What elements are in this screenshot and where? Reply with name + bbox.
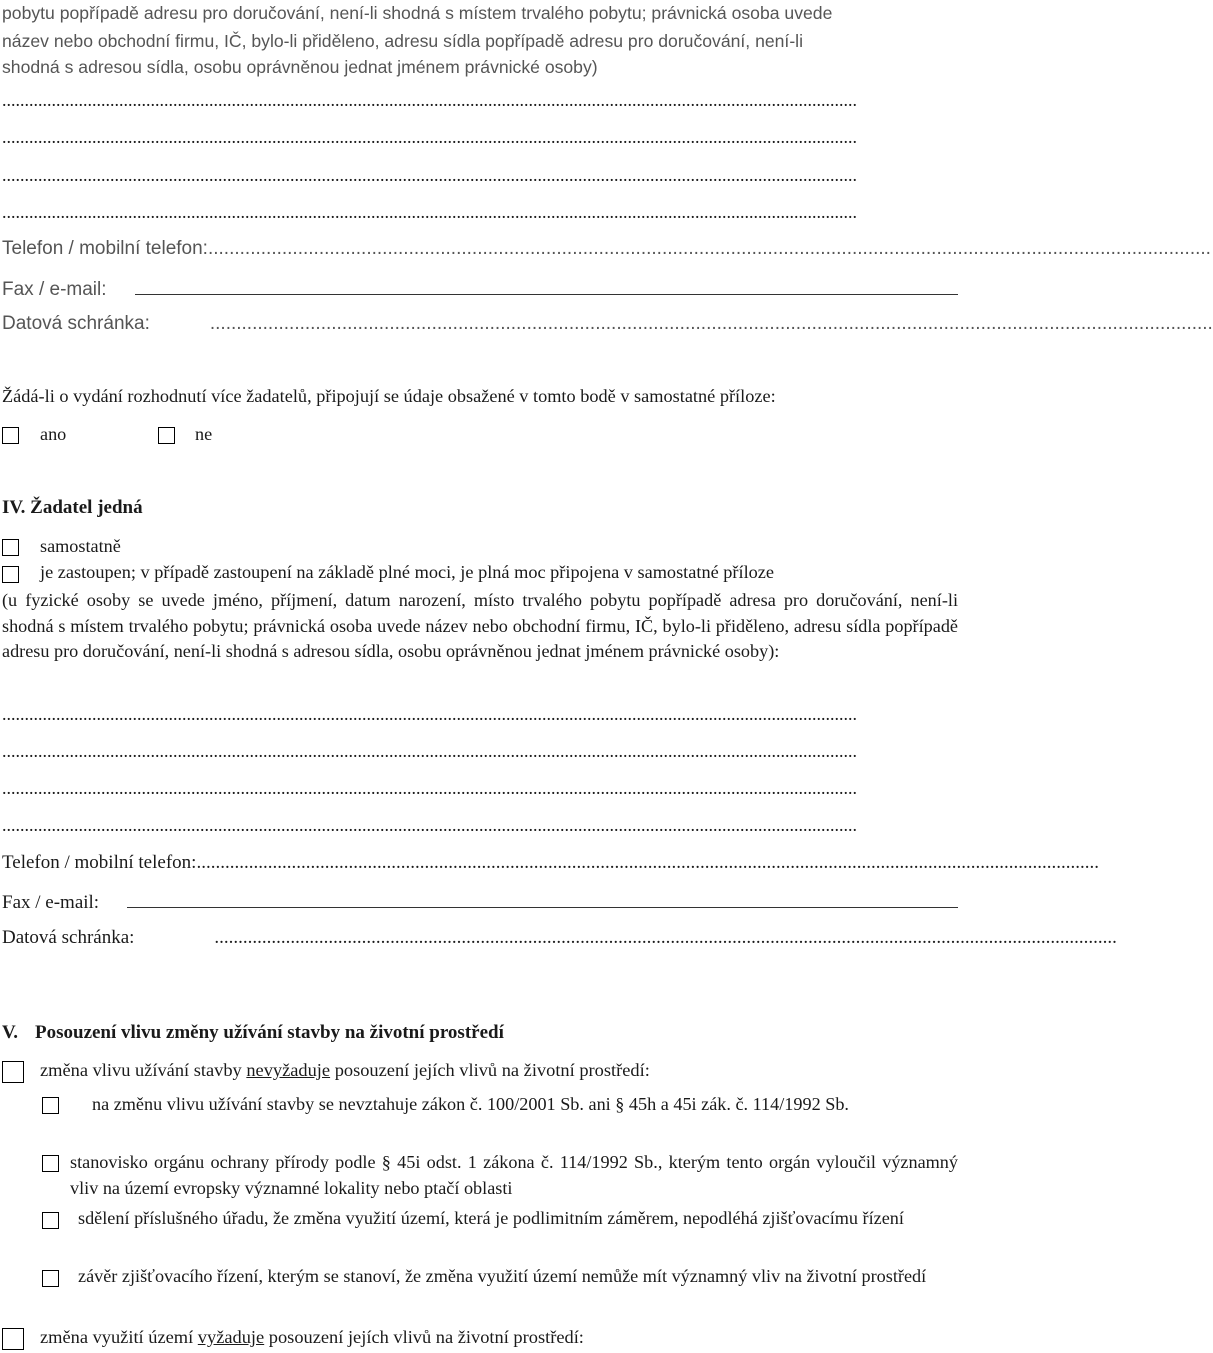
databox-label: Datová schránka: — [2, 313, 150, 334]
checkbox-ano[interactable] — [2, 427, 19, 444]
option-nevyzaduje — [40, 1060, 650, 1081]
fax-email-label-2: Fax / e-mail: — [2, 892, 100, 913]
dotted-line[interactable]: .............................................................................................................................................................................................. — [2, 202, 857, 222]
phone-field-2[interactable] — [2, 852, 1099, 876]
phone-label: Telefon / mobilní telefon: — [2, 238, 208, 259]
dotted-line[interactable]: .............................................................................................................................................................................................. — [2, 778, 857, 798]
checkbox-sub-1[interactable] — [42, 1097, 59, 1114]
sub-option-1-text: na změnu vlivu užívání stavby se nevztahuje zákon č. 100/2001 Sb. ani § 45h a 45i zák. č. 114/1992 Sb. — [92, 1094, 849, 1114]
dotted-line[interactable]: .............................................................................................................................................................................................. — [2, 704, 857, 724]
top-paragraph-line-3: shodná s adresou sídla, osobu oprávněnou jednat jménem právnické osoby) — [2, 57, 598, 77]
databox-fill-2[interactable]: .............................................................................................................................................................................................. — [214, 927, 1117, 948]
dotted-line[interactable]: .............................................................................................................................................................................................. — [2, 741, 857, 761]
phone-label-2: Telefon / mobilní telefon: — [2, 852, 197, 873]
checkbox-sub-4[interactable] — [42, 1270, 59, 1287]
dotted-line[interactable]: .............................................................................................................................................................................................. — [2, 815, 857, 835]
databox-field-2[interactable] — [2, 927, 1117, 951]
option-vyzaduje — [40, 1327, 584, 1348]
zastoupen-details: (u fyzické osoby se uvede jméno, příjmení, datum narození, místo trvalého pobytu popřípadě adresa pro doručování, není-li shodná s místem trvalého pobytu; právnická osoba uvede název nebo obchodní firmu, IČ, bylo-li přiděleno, adresu sídla popřípadě adresu pro doručování, není-li shodná s adresou sídla, osobu oprávněnou jednat jménem právnické osoby): — [2, 590, 958, 661]
sub-option-4-text: závěr zjišťovacího řízení, kterým se stanoví, že změna využití území nemůže mít významný vliv na životní prostředí — [78, 1266, 927, 1286]
sub-option-3-text: sdělení příslušného úřadu, že změna využití území, která je podlimitním záměrem, nepodléhá zjišťovacímu řízení — [78, 1208, 904, 1228]
dotted-line[interactable]: .............................................................................................................................................................................................. — [2, 127, 857, 147]
checkbox-samostatne[interactable] — [2, 539, 19, 556]
phone-field[interactable] — [2, 238, 1211, 262]
checkbox-ne[interactable] — [158, 427, 175, 444]
fax-email-field[interactable] — [2, 276, 958, 300]
fax-email-field-2[interactable] — [2, 889, 958, 913]
fax-email-label: Fax / e-mail: — [2, 279, 107, 300]
top-paragraph-line-2: název nebo obchodní firmu, IČ, bylo-li přiděleno, adresu sídla popřípadě adresu pro doručování, není-li — [2, 31, 803, 51]
databox-label-2: Datová schránka: — [2, 927, 135, 948]
checkbox-vyzaduje[interactable] — [2, 1328, 24, 1350]
phone-fill[interactable]: .............................................................................................................................................................................................. — [207, 238, 1211, 259]
checkbox-zastoupen[interactable] — [2, 566, 19, 583]
checkbox-zastoupen-label: je zastoupen; v případě zastoupení na základě plné moci, je plná moc připojena v samostatné příloze — [40, 562, 775, 582]
option-nevyzaduje-before: změna vlivu užívání stavby — [40, 1060, 247, 1080]
dotted-line[interactable]: .............................................................................................................................................................................................. — [2, 90, 857, 110]
section-v-number: V. — [2, 1022, 19, 1043]
option-vyzaduje-after: posouzení jejích vlivů na životní prostředí: — [264, 1327, 584, 1347]
databox-field[interactable] — [2, 313, 1213, 337]
checkbox-sub-2[interactable] — [42, 1155, 59, 1172]
multi-applicants-question: Žádá-li o vydání rozhodnutí více žadatelů, připojují se údaje obsažené v tomto bodě v samostatné příloze: — [2, 386, 776, 406]
databox-fill[interactable]: .............................................................................................................................................................................................. — [209, 313, 1213, 334]
checkbox-ano-label: ano — [40, 424, 67, 444]
checkbox-sub-3[interactable] — [42, 1212, 59, 1229]
option-vyzaduje-before: změna využití území — [40, 1327, 198, 1347]
option-nevyzaduje-after: posouzení jejích vlivů na životní prostředí: — [330, 1060, 650, 1080]
top-paragraph-line-1: pobytu popřípadě adresu pro doručování, není-li shodná s místem trvalého pobytu; právnická osoba uvede — [2, 3, 833, 23]
dotted-line[interactable]: .............................................................................................................................................................................................. — [2, 165, 857, 185]
phone-fill-2[interactable]: .............................................................................................................................................................................................. — [196, 852, 1099, 873]
section-iv-heading: IV. Žadatel jedná — [2, 497, 143, 518]
section-v-title: Posouzení vlivu změny užívání stavby na životní prostředí — [35, 1022, 504, 1043]
checkbox-ne-label: ne — [195, 424, 213, 444]
checkbox-nevyzaduje[interactable] — [2, 1061, 24, 1083]
option-nevyzaduje-keyword: nevyžaduje — [246, 1060, 331, 1080]
sub-option-2-text: stanovisko orgánu ochrany přírody podle § 45i odst. 1 zákona č. 114/1992 Sb., kterým tento orgán vyloučil významný vliv na území evropsky významné lokality nebo ptačí oblasti — [70, 1152, 958, 1198]
fax-email-fill[interactable] — [135, 276, 958, 295]
checkbox-samostatne-label: samostatně — [40, 536, 121, 556]
fax-email-fill-2[interactable] — [127, 889, 958, 908]
option-vyzaduje-keyword: vyžaduje — [197, 1327, 265, 1347]
